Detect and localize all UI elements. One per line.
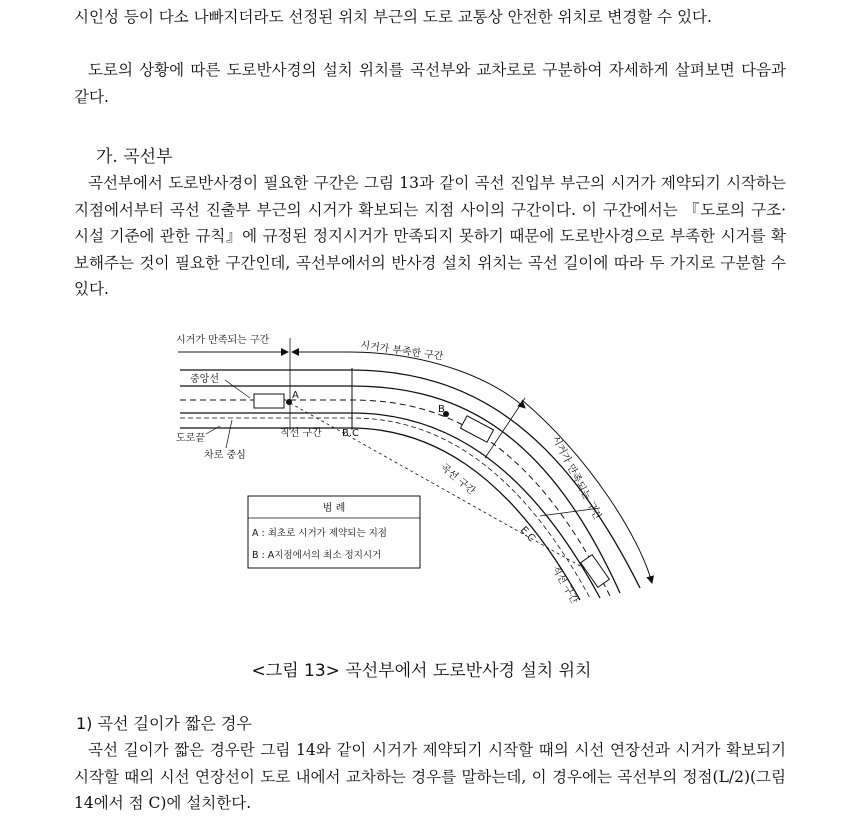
figure-13-diagram (0, 318, 843, 638)
label-lane-center: 차로 중심 (204, 450, 246, 461)
label-sight-short: 시거가 부족한 구간 (359, 340, 444, 363)
label-straight-1: 직선 구간 (280, 428, 322, 439)
label-curve-section: 곡선 구간 (438, 461, 478, 498)
label-sight-ok-end: 시거가 만족되는 구간 (549, 434, 603, 522)
figure-caption: <그림 13> 곡선부에서 도로반사경 설치 위치 (251, 661, 592, 681)
label-point-a: A (292, 390, 299, 401)
legend-title: 범 례 (322, 503, 346, 514)
legend-item-b: B : A지점에서의 최소 정지시거 (252, 550, 382, 561)
sight-short-arrow (292, 352, 525, 408)
section-heading: 가. 곡선부 (96, 147, 173, 167)
vehicle-b (460, 416, 493, 442)
label-sight-ok-start: 시거가 만족되는 구간 (176, 335, 270, 346)
leader-lane-center (226, 420, 232, 448)
paragraph-intro: 도로의 상황에 따른 도로반사경의 설치 위치를 곡선부와 교차로로 구분하여 자세하게 살펴보면 다음과 같다. (74, 61, 786, 106)
label-road-edge: 도로끝 (176, 433, 205, 444)
label-ec: E.C (517, 524, 537, 545)
paragraph-curve: 곡선부에서 도로반사경이 필요한 구간은 그림 13과 같이 곡선 진입부 부근의 시거가 제약되기 시작하는 지점에서부터 곡선 진출부 부근의 시거가 확보되는 지점 사이의 구간이다. 이 구간에서는 『도로의 구조·시설 기준에 관한 규칙』에 규정된 정지시거가 만족되지 못하기 때문에 도로반사경으로 부족한 시거를 확보해주는 것이 필요한 구간인데, 곡선부에서의 반사경 설치 위치는 곡선 길이에 따라 두 가지로 구분할 수 있다. (74, 174, 786, 298)
legend-box (248, 496, 420, 568)
label-straight-2: 직선 구간 (549, 564, 580, 606)
subsection-heading: 1) 곡선 길이가 짧은 경우 (76, 714, 252, 733)
paragraph-continuation: 시인성 등이 다소 나빠지더라도 선정된 위치 부근의 도로 교통상 안전한 위치로 변경할 수 있다. (74, 8, 712, 26)
label-bc: B.C (342, 428, 360, 439)
vehicle-a (254, 394, 284, 408)
legend-item-a: A : 최초로 시거가 제약되는 지점 (252, 528, 387, 539)
label-point-b: B (438, 404, 445, 415)
leader-road-edge (206, 426, 220, 434)
paragraph-short-curve: 곡선 길이가 짧은 경우란 그림 14와 같이 시거가 제약되기 시작할 때의 시선 연장선과 시거가 확보되기 시작할 때의 시선 연장선이 도로 내에서 교차하는 경우를 말하는데, 이 경우에는 곡선부의 정점(L/2)(그림 14에서 점 C)에 설치한다. (74, 741, 786, 812)
label-center-line: 중앙선 (190, 374, 219, 385)
leader-center-line (225, 380, 250, 398)
